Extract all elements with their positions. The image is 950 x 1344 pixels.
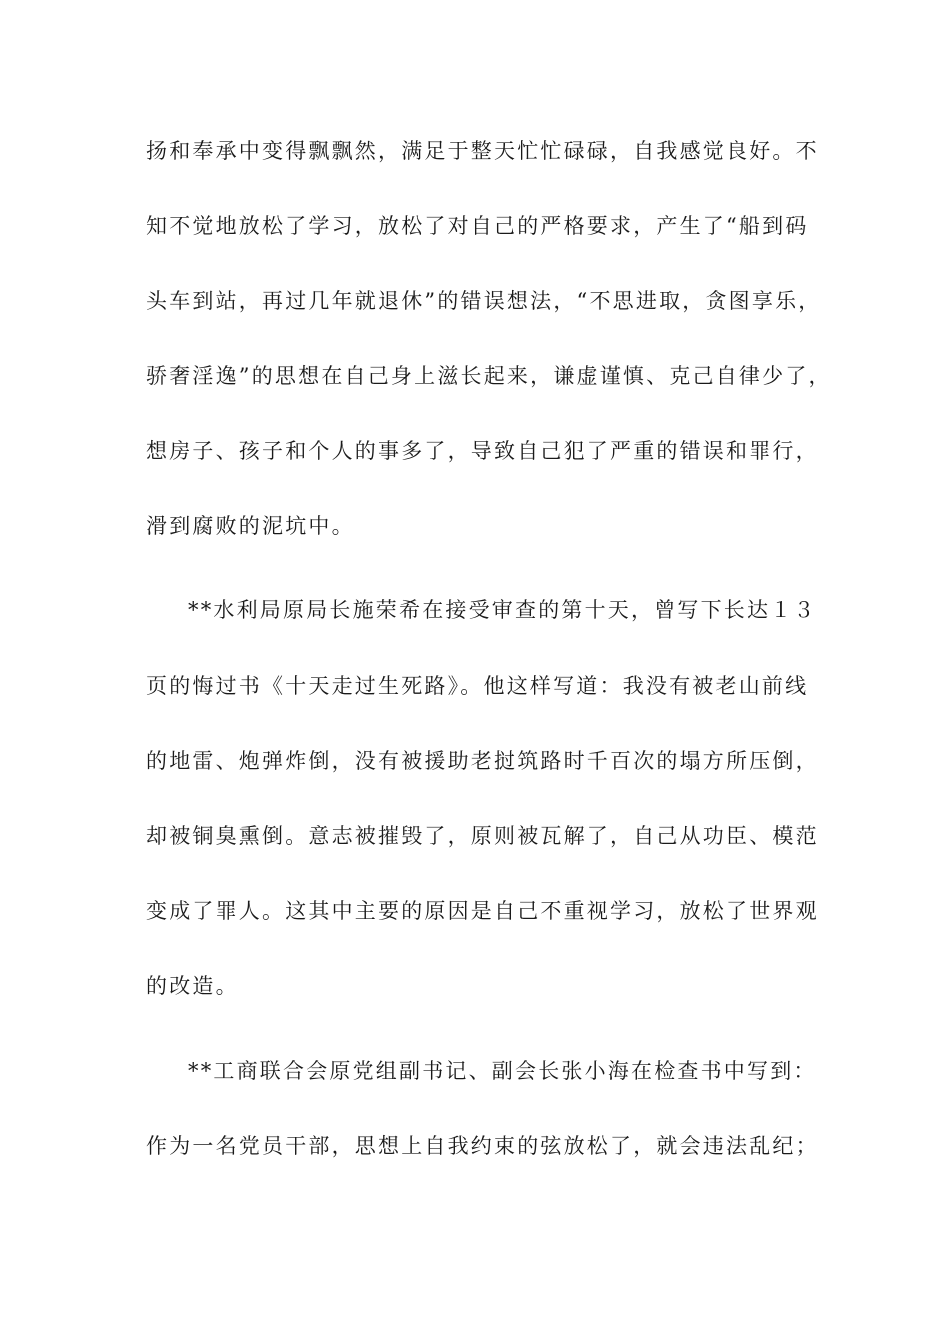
text-line: 页的悔过书《十天走过生死路》。他这样写道：我没有被老山前线 xyxy=(146,674,809,698)
text-line: 知不觉地放松了学习，放松了对自己的严格要求，产生了“船到码 xyxy=(146,214,809,238)
text-line: 想房子、孩子和个人的事多了，导致自己犯了严重的错误和罪行， xyxy=(146,439,819,463)
text-line: 的改造。 xyxy=(146,974,239,998)
text-line: 却被铜臭熏倒。意志被摧毁了，原则被瓦解了，自己从功臣、模范 xyxy=(146,824,819,848)
text-line: 变成了罪人。这其中主要的原因是自己不重视学习，放松了世界观 xyxy=(146,899,819,923)
text-line: 的地雷、炮弹炸倒，没有被援助老挝筑路时千百次的塌方所压倒， xyxy=(146,749,819,773)
text-line: 骄奢淫逸”的思想在自己身上滋长起来，谦虚谨慎、克己自律少了， xyxy=(146,364,832,388)
text-line: 滑到腐败的泥坑中。 xyxy=(146,514,355,538)
text-line: 作为一名党员干部，思想上自我约束的弦放松了，就会违法乱纪； xyxy=(146,1134,819,1158)
text-line: **水利局原局长施荣希在接受审查的第十天，曾写下长达１３ xyxy=(188,598,817,622)
text-line: 头车到站，再过几年就退休”的错误想法，“不思进取，贪图享乐， xyxy=(146,289,822,313)
text-line: **工商联合会原党组副书记、副会长张小海在检查书中写到： xyxy=(188,1059,817,1083)
text-line: 扬和奉承中变得飘飘然，满足于整天忙忙碌碌，自我感觉良好。不 xyxy=(146,139,819,163)
